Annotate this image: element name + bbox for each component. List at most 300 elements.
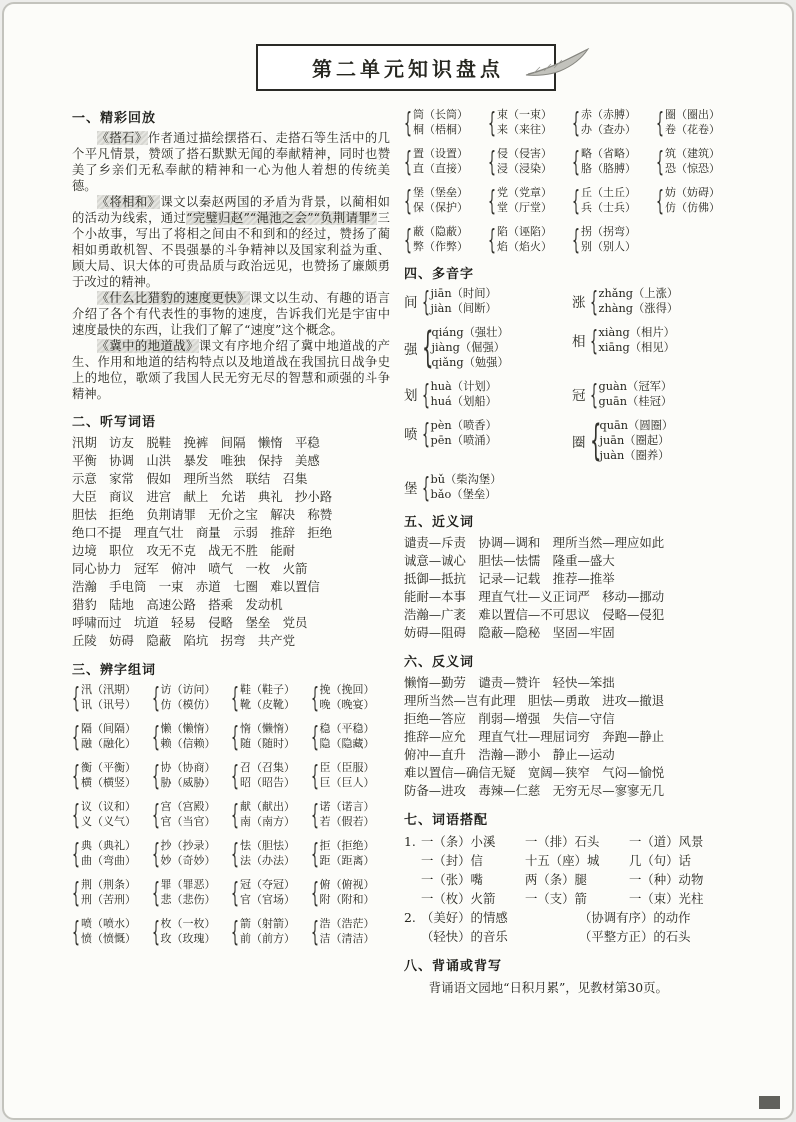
pair-word: 圈（圈出）: [665, 108, 720, 121]
collocation-cell: 两（条）腿: [525, 872, 587, 887]
pair-word: 枚（一枚）: [160, 917, 216, 930]
pair-words: [81, 877, 136, 907]
collocation-cell: （平整方正）的石头: [579, 929, 691, 944]
pair-word: 横（横竖）: [81, 776, 136, 789]
paragraph-text: 课文以生动、有趣的语言介绍了各个有代表性的事物的速度，告诉我们光是宇宙中速度最快的东西，让我们了解了“速度”这个概念。: [72, 291, 390, 337]
brace-icon: {: [231, 914, 239, 948]
pinyin-words: [599, 325, 675, 355]
pair-words: [81, 799, 136, 829]
pinyin-word: guān（桂冠）: [598, 395, 673, 408]
brace-icon: {: [404, 183, 412, 217]
char-pair: [152, 799, 232, 829]
pair-row: [404, 185, 740, 215]
char-pair: [72, 760, 152, 790]
duoyin-character: 堡: [404, 481, 418, 497]
char-pair: [72, 838, 152, 868]
brace-icon: {: [151, 680, 160, 714]
pair-word: 别（别人）: [581, 240, 636, 253]
pair-word: 办（查办）: [581, 123, 636, 136]
pair-word: 洁（清洁）: [319, 932, 375, 945]
brace-icon: {: [421, 416, 430, 450]
brace-icon: {: [421, 323, 433, 372]
review-paragraph: [72, 130, 390, 194]
brace-icon: {: [488, 105, 496, 139]
pair-words: [665, 146, 720, 176]
brace-icon: {: [310, 836, 319, 870]
brace-icon: {: [421, 284, 430, 318]
char-pair: [311, 682, 391, 712]
pair-words: [497, 107, 552, 137]
heading-beisong: 八、背诵或背写: [404, 959, 503, 974]
collocation-cell: （协调有序）的动作: [579, 910, 691, 925]
char-pair: [404, 185, 488, 215]
brace-icon: {: [589, 377, 598, 411]
duoyin-entry: [572, 325, 740, 355]
brace-icon: {: [404, 222, 412, 256]
pair-word: 恐（惊恐）: [665, 162, 720, 175]
pair-words: [320, 721, 375, 751]
title-box: [256, 44, 556, 91]
two-column-layout: [72, 107, 740, 997]
word-line: 汛期 访友 脱鞋 挽裤 间隔 懒惰 平稳: [72, 435, 320, 450]
pair-words: [161, 799, 216, 829]
collocation-row: [421, 832, 740, 851]
brace-icon: {: [72, 758, 80, 792]
char-pair: [152, 760, 232, 790]
brace-icon: {: [572, 105, 580, 139]
pair-word: 附（附和）: [319, 893, 375, 906]
brace-icon: {: [656, 183, 664, 217]
pair-word: 丘（土丘）: [581, 186, 636, 199]
brace-icon: {: [231, 875, 239, 909]
char-pair: [231, 760, 311, 790]
pair-words: [665, 185, 720, 215]
pair-words: [320, 799, 375, 829]
char-pair: [572, 224, 656, 254]
char-pair: [72, 877, 152, 907]
word-line: 绝口不提 理直气壮 商量 示弱 推辞 拒绝: [72, 525, 333, 540]
pair-word: 拒（拒绝）: [319, 839, 375, 852]
duoyin-entry: [404, 472, 572, 502]
brace-icon: {: [231, 758, 239, 792]
right-column: [404, 107, 740, 997]
word-line: 边境 职位 攻无不克 战无不胜 能耐: [72, 543, 296, 558]
char-pair: [311, 877, 391, 907]
pair-words: [240, 877, 295, 907]
pair-word: 怯（胆怯）: [240, 839, 295, 852]
duoyin-row: [404, 418, 740, 463]
pinyin-word: bǔ（柴沟堡）: [430, 473, 502, 486]
collocation-row: [421, 851, 740, 870]
pair-word: 筑（建筑）: [665, 147, 720, 160]
pair-word: 赤（赤膊）: [581, 108, 636, 121]
pair-words: [240, 760, 295, 790]
word-line: 能耐—本事 理直气壮—义正词严 移动—挪动: [404, 589, 665, 604]
pair-word: 堂（厅堂）: [497, 201, 552, 214]
pair-word: 衡（平衡）: [81, 761, 136, 774]
char-pair: [488, 185, 572, 215]
word-line: 理所当然—岂有此理 胆怯—勇敢 进攻—撤退: [404, 693, 665, 708]
pair-word: 蔽（隐蔽）: [413, 225, 468, 238]
char-pair: [152, 682, 232, 712]
pair-word: 束（一束）: [497, 108, 552, 121]
brace-icon: {: [572, 183, 580, 217]
pair-words: [581, 224, 636, 254]
duoyin-rows: [404, 286, 740, 502]
highlighted-title: “完璧归赵”“渑池之会”“负荆请罪”: [186, 211, 378, 225]
pair-word: 胁（威胁）: [160, 776, 216, 789]
duoyin-character: 相: [572, 334, 586, 350]
collocation-cell: 一（支）箭: [525, 891, 587, 906]
pair-word: 召（召集）: [240, 761, 295, 774]
char-pair: [311, 799, 391, 829]
pair-words: [240, 799, 295, 829]
page-corner-mark: [759, 1096, 780, 1109]
jinyi-lines: [404, 534, 740, 642]
collocation-row: [421, 889, 740, 908]
heading-jinyi: 五、近义词: [404, 515, 475, 530]
pair-word: 汛（汛期）: [81, 683, 136, 696]
pair-words: [320, 916, 375, 946]
pair-words: [320, 877, 375, 907]
pair-word: 协（协商）: [160, 761, 216, 774]
char-pair: [231, 799, 311, 829]
brace-icon: {: [421, 377, 430, 411]
duoyin-entry: [404, 286, 572, 316]
pair-word: 直（直接）: [413, 162, 468, 175]
pair-word: 弊（作弊）: [413, 240, 468, 253]
pair-words: [581, 146, 636, 176]
bianzi-left-rows: [72, 682, 390, 946]
pinyin-word: xiàng（相片）: [598, 326, 675, 339]
pair-word: 仿（仿佛）: [665, 201, 720, 214]
pinyin-word: jiān（时间）: [430, 287, 497, 300]
collocation-item-1: [404, 832, 740, 908]
pair-word: 俯（俯视）: [319, 878, 375, 891]
pair-words: [581, 107, 636, 137]
pair-words: [320, 838, 375, 868]
highlighted-title: 《搭石》: [96, 131, 148, 145]
pair-word: 巨（巨人）: [319, 776, 375, 789]
pair-word: 隔（间隔）: [81, 722, 136, 735]
highlighted-title: 《什么比猎豹的速度更快》: [96, 291, 250, 305]
duoyin-character: 冠: [572, 388, 586, 404]
pinyin-words: [431, 418, 497, 448]
collocation-cell: （轻快）的音乐: [421, 929, 508, 944]
char-pair: [572, 185, 656, 215]
pair-word: 曲（弯曲）: [81, 854, 136, 867]
char-pair: [152, 838, 232, 868]
collocation-cell: 一（枚）火箭: [421, 891, 496, 906]
word-line: 诚意—诚心 胆怯—怯懦 隆重—盛大: [404, 553, 615, 568]
char-pair: [231, 721, 311, 751]
brace-icon: {: [589, 323, 598, 357]
pair-word: 典（典礼）: [81, 839, 136, 852]
pinyin-word: guàn（冠军）: [598, 380, 673, 393]
char-pair: [72, 682, 152, 712]
bianzi-right-rows: [404, 107, 740, 254]
pair-word: 妨（妨碍）: [665, 186, 720, 199]
pair-row: [72, 838, 390, 868]
pinyin-words: [432, 325, 509, 370]
beisong-text: 背诵语文园地“日积月累”，见教材第30页。: [428, 980, 668, 995]
pair-words: [161, 838, 216, 868]
review-paragraph: [72, 338, 390, 402]
brace-icon: {: [572, 222, 580, 256]
char-pair: [311, 838, 391, 868]
pair-word: 距（距离）: [319, 854, 375, 867]
pair-word: 党（党章）: [497, 186, 552, 199]
word-line: 浩瀚—广袤 难以置信—不可思议 侵略—侵犯: [404, 607, 665, 622]
pair-words: [413, 107, 468, 137]
word-line: 妨碍—阻碍 隐蔽—隐秘 坚固—牢固: [404, 625, 615, 640]
word-line: 呼啸而过 坑道 轻易 侵略 堡垒 党员: [72, 615, 308, 630]
char-pair: [488, 107, 572, 137]
char-pair: [152, 877, 232, 907]
collocation-cell: 几（句）话: [629, 853, 691, 868]
pinyin-words: [599, 379, 673, 409]
pair-words: [161, 877, 216, 907]
pair-word: 拐（拐弯）: [581, 225, 636, 238]
pair-words: [320, 760, 375, 790]
duoyin-character: 喷: [404, 427, 418, 443]
pinyin-word: xiāng（相见）: [598, 341, 675, 354]
highlighted-title: 《将相和》: [96, 195, 161, 209]
pair-row: [72, 877, 390, 907]
brace-icon: {: [589, 284, 598, 318]
brace-icon: {: [656, 144, 664, 178]
pinyin-word: quān（圆圈）: [599, 419, 674, 432]
pair-words: [497, 185, 552, 215]
pair-words: [81, 721, 136, 751]
duoyin-row: [404, 325, 740, 370]
item-number: 2.: [404, 910, 416, 925]
pair-word: 南（南方）: [240, 815, 295, 828]
brace-icon: {: [231, 719, 239, 753]
word-line: 同心协力 冠军 俯冲 喷气 一枚 火箭: [72, 561, 308, 576]
brace-icon: {: [488, 183, 496, 217]
pair-word: 义（义气）: [81, 815, 136, 828]
brace-icon: {: [151, 797, 160, 831]
pair-word: 焰（焰火）: [497, 240, 552, 253]
pair-word: 随（随时）: [240, 737, 295, 750]
highlighted-title: 《冀中的地道战》: [96, 339, 199, 353]
brace-icon: {: [404, 105, 412, 139]
brace-icon: {: [72, 680, 80, 714]
word-line: 防备—进攻 毒辣—仁慈 无穷无尽—寥寥无几: [404, 783, 665, 798]
pair-words: [320, 682, 375, 712]
pair-word: 法（办法）: [240, 854, 295, 867]
brace-icon: {: [488, 222, 496, 256]
pair-words: [161, 760, 216, 790]
pair-word: 侵（侵害）: [497, 147, 552, 160]
pinyin-word: juān（圈起）: [599, 434, 670, 447]
duoyin-character: 涨: [572, 295, 586, 311]
brace-icon: {: [151, 875, 160, 909]
brace-icon: {: [310, 719, 319, 753]
brace-icon: {: [310, 875, 319, 909]
pair-words: [161, 682, 216, 712]
collocation-cell: （美好）的情感: [421, 910, 508, 925]
item-number: 1.: [404, 834, 416, 849]
collocation-cell: 一（张）嘴: [421, 872, 483, 887]
quill-feather-icon: [524, 48, 590, 78]
char-pair: [404, 224, 488, 254]
pinyin-word: qiǎng（勉强）: [431, 356, 509, 369]
pair-row: [404, 224, 740, 254]
duoyin-entry: [572, 379, 740, 409]
pair-word: 荆（荆条）: [81, 878, 136, 891]
pinyin-word: juàn（圈养）: [599, 449, 670, 462]
pair-word: 兵（士兵）: [581, 201, 636, 214]
duoyin-character: 划: [404, 388, 418, 404]
word-line: 拒绝—答应 削弱—增强 失信—守信: [404, 711, 615, 726]
brace-icon: {: [72, 875, 80, 909]
pair-word: 臣（臣服）: [319, 761, 375, 774]
duoyin-character: 圈: [572, 434, 586, 451]
brace-icon: {: [310, 797, 319, 831]
heading-review: 一、精彩回放: [72, 111, 157, 126]
pair-words: [81, 682, 136, 712]
pinyin-word: bǎo（堡垒）: [430, 488, 497, 501]
pair-word: 挽（挽回）: [319, 683, 375, 696]
page-content: [72, 44, 740, 1106]
paragraph-text: 课文以秦赵两国的矛盾为背景，以蔺相如的活动为线索，通过: [72, 195, 390, 225]
pair-word: 卷（花卷）: [665, 123, 720, 136]
pair-word: 冠（夺冠）: [240, 878, 295, 891]
brace-icon: {: [72, 719, 80, 753]
word-line: 大臣 商议 进宫 献上 允诺 典礼 抄小路: [72, 489, 333, 504]
pair-word: 稳（平稳）: [319, 722, 375, 735]
pair-words: [81, 760, 136, 790]
char-pair: [231, 877, 311, 907]
pair-row: [72, 799, 390, 829]
pair-word: 昭（昭告）: [240, 776, 295, 789]
word-line: 胆怯 拒绝 负荆请罪 无价之宝 解决 称赞: [72, 507, 333, 522]
collocation-row: [421, 908, 740, 927]
char-pair: [488, 146, 572, 176]
word-line: 浩瀚 手电筒 一束 赤道 七圈 难以置信: [72, 579, 320, 594]
char-pair: [404, 107, 488, 137]
collocation-cell: 一（条）小溪: [421, 834, 496, 849]
duoyin-row: [404, 472, 740, 502]
pinyin-words: [599, 286, 679, 316]
char-pair: [572, 107, 656, 137]
brace-icon: {: [72, 914, 80, 948]
word-line: 示意 家常 假如 理所当然 联结 召集: [72, 471, 308, 486]
left-column: [72, 107, 390, 955]
char-pair: [572, 146, 656, 176]
heading-bianzi: 三、辨字组词: [72, 663, 157, 678]
pair-row: [72, 916, 390, 946]
pair-word: 隐（隐藏）: [319, 737, 375, 750]
word-line: 懒惰—勤劳 谴责—赞许 轻快—笨拙: [404, 675, 615, 690]
brace-icon: {: [310, 680, 319, 714]
pair-word: 浸（浸染）: [497, 162, 552, 175]
pair-words: [240, 721, 295, 751]
collocation-row: [421, 870, 740, 889]
pair-word: 仿（模仿）: [160, 698, 216, 711]
word-line: 推辞—应允 理直气壮—理屈词穷 奔跑—静止: [404, 729, 665, 744]
brace-icon: {: [72, 836, 80, 870]
pair-word: 罪（罪恶）: [160, 878, 216, 891]
word-line: 抵御—抵抗 记录—记载 推荐—推举: [404, 571, 615, 586]
collocation-cell: 十五（座）城: [525, 853, 600, 868]
pair-word: 浩（浩茫）: [319, 917, 375, 930]
pair-word: 保（保护）: [413, 201, 468, 214]
page-title: 第二单元知识盘点: [256, 44, 556, 91]
duoyin-row: [404, 286, 740, 316]
brace-icon: {: [231, 836, 239, 870]
brace-icon: {: [231, 797, 239, 831]
heading-fanyi: 六、反义词: [404, 655, 475, 670]
char-pair: [72, 916, 152, 946]
char-pair: [311, 916, 391, 946]
pair-word: 愤（愤慨）: [81, 932, 136, 945]
duoyin-entry: [404, 325, 572, 370]
pinyin-word: zhàng（涨得）: [598, 302, 679, 315]
brace-icon: {: [421, 470, 430, 504]
char-pair: [311, 760, 391, 790]
pair-word: 讯（讯号）: [81, 698, 136, 711]
pair-row: [404, 107, 740, 137]
pair-word: 抄（抄录）: [160, 839, 216, 852]
pair-words: [240, 838, 295, 868]
pair-words: [497, 146, 552, 176]
collocation-cell: 一（排）石头: [525, 834, 600, 849]
brace-icon: {: [589, 416, 601, 465]
word-line: 难以置信—确信无疑 宽阔—狭窄 气闷—愉悦: [404, 765, 665, 780]
word-line: 丘陵 妨碍 隐蔽 陷坑 拐弯 共产党: [72, 633, 296, 648]
word-line: 谴责—斥责 协调—调和 理所当然—理应如此: [404, 535, 665, 550]
pair-word: 箭（射箭）: [240, 917, 295, 930]
pair-word: 靴（皮靴）: [240, 698, 295, 711]
pair-word: 晚（晚宴）: [319, 698, 375, 711]
collocation-cell: 一（束）光柱: [629, 891, 704, 906]
collocation-rows-1: [421, 832, 740, 908]
paragraph-text: 作者通过描绘摆搭石、走搭石等生活中的几个平凡情景，赞颂了搭石默默无闻的奉献精神，同时也赞美了乡亲们无私奉献的精神和一心为他人着想的传统美德。: [72, 131, 390, 193]
heading-dapei: 七、词语搭配: [404, 813, 489, 828]
pair-words: [161, 721, 216, 751]
pair-words: [240, 682, 295, 712]
pair-word: 置（设置）: [413, 147, 468, 160]
char-pair: [72, 799, 152, 829]
duoyin-entry: [572, 286, 740, 316]
dictation-lines: [72, 434, 390, 650]
pair-words: [81, 838, 136, 868]
pair-word: 宫（宫殿）: [160, 800, 216, 813]
pinyin-words: [600, 418, 674, 463]
review-paragraph: [72, 194, 390, 290]
pair-word: 访（访问）: [160, 683, 216, 696]
pinyin-words: [431, 286, 497, 316]
duoyin-character: 间: [404, 295, 418, 311]
pair-word: 前（前方）: [240, 932, 295, 945]
collocation-rows-2: [421, 908, 740, 946]
pair-word: 略（省略）: [581, 147, 636, 160]
char-pair: [152, 721, 232, 751]
char-pair: [231, 682, 311, 712]
pair-word: 官（当官）: [160, 815, 216, 828]
pair-word: 悲（悲伤）: [160, 893, 216, 906]
word-line: 平衡 协调 山洪 暴发 唯独 保持 美感: [72, 453, 320, 468]
pair-words: [81, 916, 136, 946]
collocation-item-2: [404, 908, 740, 946]
collocation-cell: 一（道）风景: [629, 834, 704, 849]
pair-row: [72, 682, 390, 712]
pair-row: [72, 760, 390, 790]
pair-word: 来（来往）: [497, 123, 552, 136]
